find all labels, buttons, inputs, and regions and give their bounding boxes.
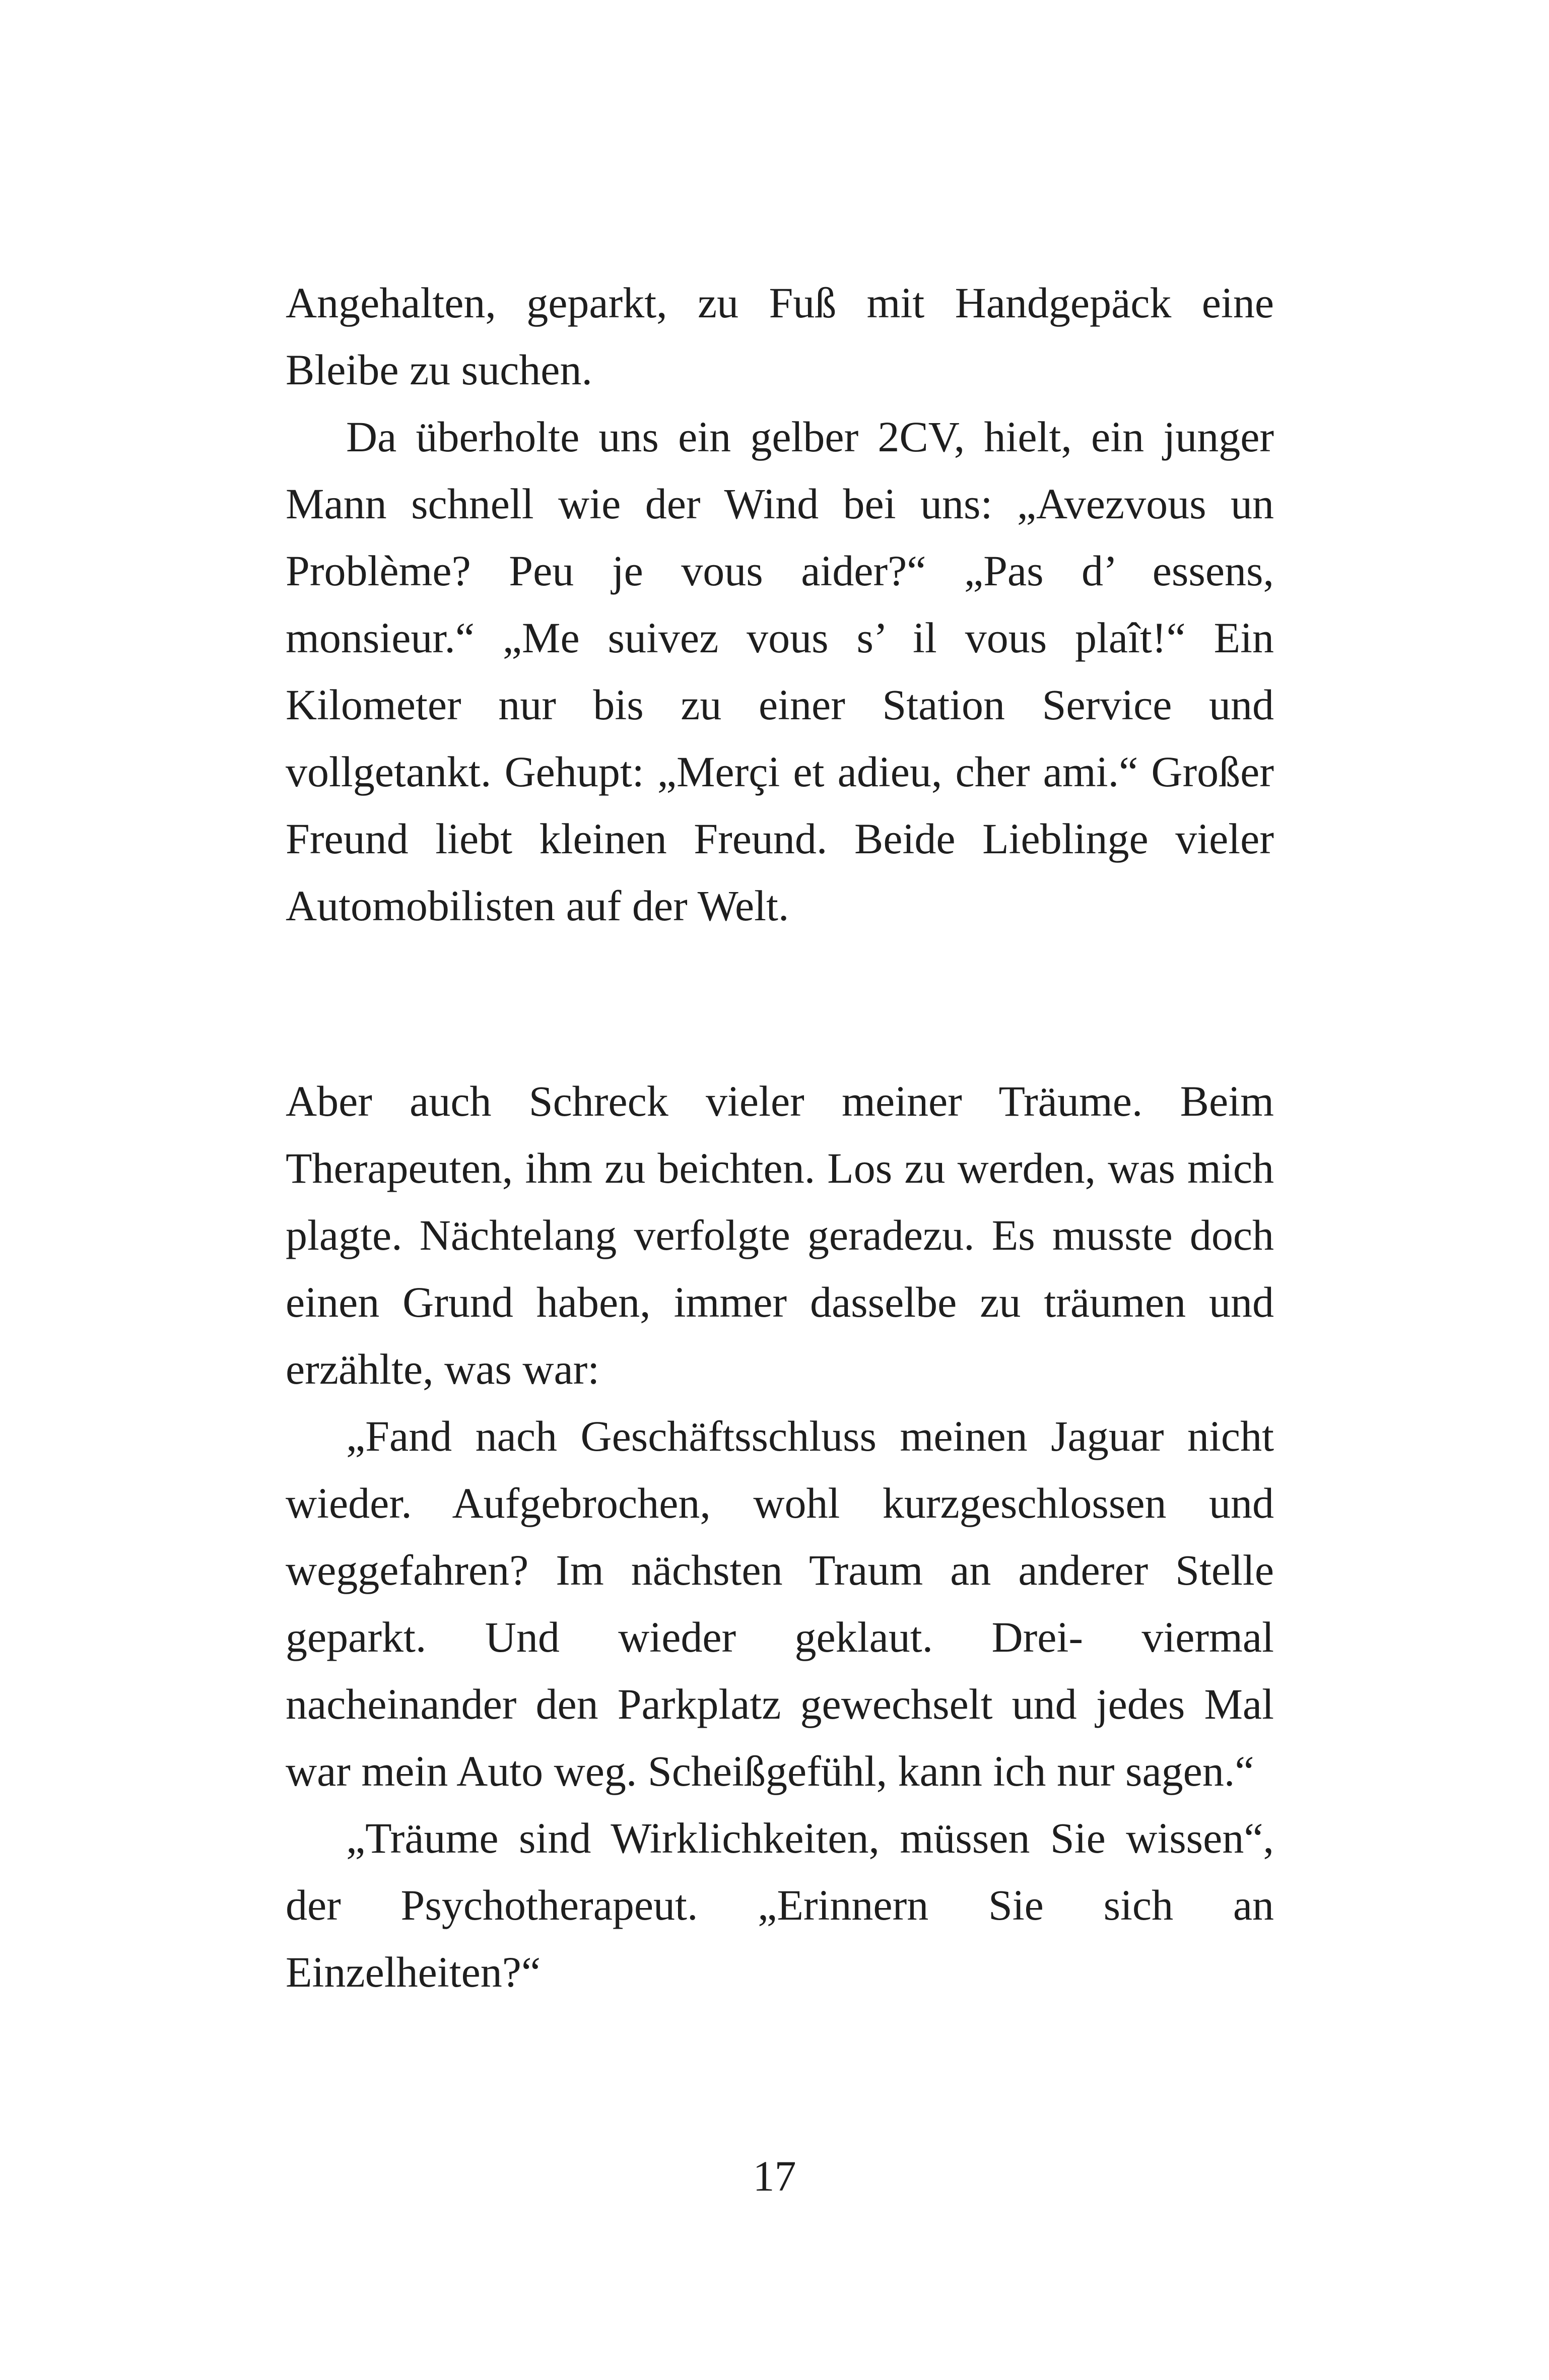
text-section-1 xyxy=(286,269,1274,939)
paragraph: Aber auch Schreck vieler meiner Träume. Beim Therapeuten, ihm zu beichten. Los zu werden, was mich plagte. Nächtelang verfolgte geradezu. Es musste doch einen Grund haben, immer dasselbe zu träumen und erzählte, was war: xyxy=(286,1077,1274,1393)
page-number: 17 xyxy=(753,2152,796,2200)
paragraph: Da überholte uns ein gelber 2CV, hielt, ein junger Mann schnell wie der Wind bei uns: „Avezvous un Problème? Peu je vous aider?“ „Pas d’ essens, monsieur.“ „Me suivez vous s’ il vous plaît!“ Ein Kilometer nur bis zu einer Station Service und vollgetankt. Gehupt: „Merçi et adieu, cher ami.“ Großer Freund liebt kleinen Freund. Beide Lieblinge vieler Automobilisten auf der Welt. xyxy=(286,413,1274,930)
paragraph: Angehalten, geparkt, zu Fuß mit Handgepäck eine Bleibe zu suchen. xyxy=(286,279,1274,394)
paragraph: „Träume sind Wirklichkeiten, müssen Sie wissen“, der Psychotherapeut. „Erinnern Sie sich an Einzelheiten?“ xyxy=(286,1814,1274,1996)
text-section-2 xyxy=(286,1068,1274,2006)
paragraph: „Fand nach Geschäftsschluss meinen Jaguar nicht wieder. Aufgebrochen, wohl kurzgeschlossen und weggefahren? Im nächsten Traum an anderer Stelle geparkt. Und wieder geklaut. Drei- viermal nacheinander den Parkplatz gewechselt und jedes Mal war mein Auto weg. Scheißgefühl, kann ich nur sagen.“ xyxy=(286,1412,1274,1795)
